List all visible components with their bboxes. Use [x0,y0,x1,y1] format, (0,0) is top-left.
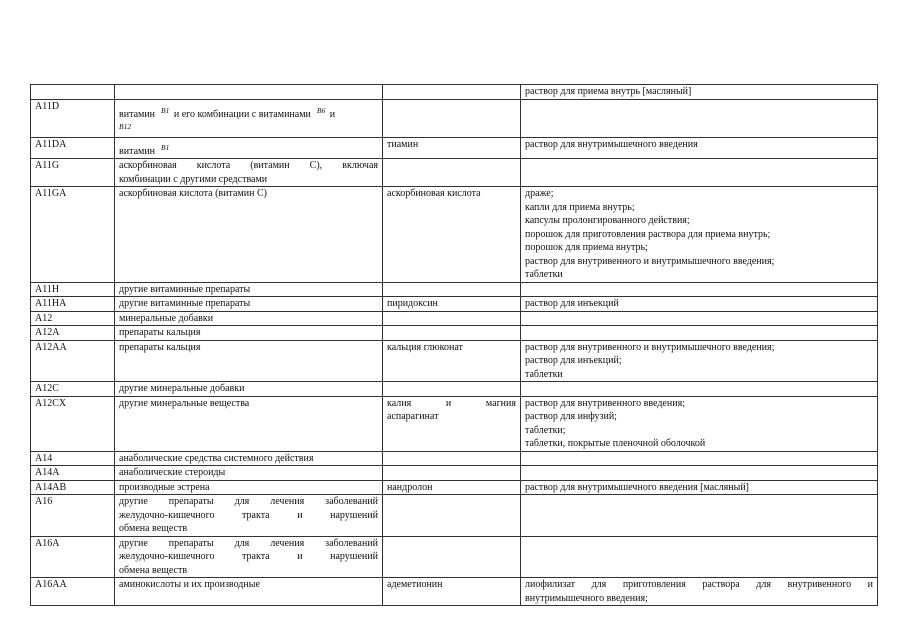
table-row [31,480,878,495]
inn-cell [383,396,521,451]
dosage-form-cell [521,187,878,283]
dosage-form-cell [521,578,878,606]
table-row [31,187,878,283]
dosage-form-cell [521,297,878,312]
atc-code-cell: A12CX [31,396,115,451]
inn-line: калия и магния [387,397,516,409]
inn-cell [383,99,521,137]
dosage-form-cell [521,99,878,137]
dosage-form-cell [521,340,878,382]
dosage-form-line: раствор для инъекций; [525,355,622,366]
group-name-text: и его комбинации с витаминами [173,108,311,120]
group-name-line: обмена веществ [119,523,188,534]
dosage-form-cell [521,466,878,481]
dosage-form-cell [521,159,878,187]
atc-code-cell: A12AA [31,340,115,382]
atc-code-cell: A11D [31,99,115,137]
vitamin-symbol: B1 [161,105,170,115]
dosage-form-cell [521,326,878,341]
inn-line: аспарагинат [387,411,439,422]
dosage-form-line: раствор для приема внутрь [масляный] [525,86,692,97]
table-row [31,326,878,341]
dosage-form-line: капсулы пролонгированного действия; [525,215,690,226]
inn-cell: кальция глюконат [383,340,521,382]
dosage-form-line: раствор для внутривенного введения; [525,397,685,409]
dosage-form-line: таблетки [525,368,563,380]
dosage-form-line: таблетки [525,269,563,280]
group-name-line: обмена веществ [119,564,188,576]
inn-cell [383,311,521,326]
group-name-cell: производные эстрена [115,480,383,495]
dosage-form-line: раствор для внутривенного и внутримышечного введения; [525,341,775,353]
table-row [31,451,878,466]
table-row [31,536,878,578]
group-name-cell: анаболические стероиды [115,466,383,481]
inn-cell: адеметионин [383,578,521,606]
atc-code-cell: A14 [31,451,115,466]
inn-cell [383,382,521,397]
group-name-cell [115,536,383,578]
inn-cell [383,159,521,187]
table-row [31,159,878,187]
table-row [31,297,878,312]
inn-cell: аскорбиновая кислота [383,187,521,283]
dosage-form-line: раствор для инъекций [525,298,619,309]
table-row [31,340,878,382]
group-name-cell [115,159,383,187]
inn-cell [383,85,521,100]
group-name-line: другие препараты для лечения заболеваний [119,537,378,549]
table-row [31,382,878,397]
inn-cell: нандролон [383,480,521,495]
table-row [31,495,878,537]
inn-cell [383,282,521,297]
group-name-text: витамин [119,145,156,157]
atc-code-cell: A11H [31,282,115,297]
inn-cell: пиридоксин [383,297,521,312]
group-name-cell [115,495,383,537]
dosage-form-line: лиофилизат для приготовления раствора для внутривенного и [525,579,873,590]
inn-cell [383,495,521,537]
table-row [31,85,878,100]
inn-cell [383,451,521,466]
dosage-form-cell [521,536,878,578]
group-name-cell [115,137,383,159]
table-row [31,396,878,451]
dosage-form-cell [521,495,878,537]
group-name-cell [115,85,383,100]
inn-cell [383,466,521,481]
group-name-cell: минеральные добавки [115,311,383,326]
dosage-form-line: раствор для инфузий; [525,411,617,422]
dosage-form-cell [521,382,878,397]
inn-cell: тиамин [383,137,521,159]
group-name-cell: другие витаминные препараты [115,282,383,297]
atc-code-cell: A14A [31,466,115,481]
group-name-line: желудочно-кишечного тракта и нарушений [119,509,378,521]
group-name-cell: анаболические средства системного действия [115,451,383,466]
group-name-cell: аскорбиновая кислота (витамин С) [115,187,383,283]
dosage-form-line: раствор для внутримышечного введения [525,138,698,150]
group-name-text: витамин [119,108,156,120]
group-name-text: и [329,108,336,120]
dosage-form-cell [521,282,878,297]
dosage-form-line: порошок для приема внутрь; [525,242,648,253]
dosage-form-cell [521,311,878,326]
dosage-form-cell [521,396,878,451]
table-row [31,282,878,297]
dosage-form-line: драже; [525,188,554,199]
dosage-form-cell [521,85,878,100]
atc-code-cell: A11GA [31,187,115,283]
group-name-line: другие препараты для лечения заболеваний [119,496,378,507]
inn-cell [383,326,521,341]
dosage-form-line: раствор для внутривенного и внутримышечного введения; [525,255,775,267]
atc-code-cell: A14AB [31,480,115,495]
atc-code-cell: A12C [31,382,115,397]
dosage-form-line: капли для приема внутрь; [525,201,635,213]
atc-code-cell: A16 [31,495,115,537]
table-row [31,137,878,159]
table-row [31,578,878,606]
dosage-form-cell [521,480,878,495]
atc-code-cell [31,85,115,100]
group-name-cell: другие минеральные вещества [115,396,383,451]
vitamin-symbol: B12 [119,122,132,131]
atc-code-cell: A11DA [31,137,115,159]
group-name-line: комбинации с другими средствами [119,173,268,185]
dosage-form-line: внутримышечного введения; [525,592,648,604]
table-row [31,311,878,326]
inn-cell [383,536,521,578]
table-row [31,466,878,481]
drug-classification-table [30,84,878,606]
vitamin-symbol: B6 [316,105,326,115]
dosage-form-line: порошок для приготовления раствора для приема внутрь; [525,228,771,240]
group-name-line: желудочно-кишечного тракта и нарушений [119,551,378,562]
group-name-cell: препараты кальция [115,326,383,341]
group-name-cell: препараты кальция [115,340,383,382]
atc-code-cell: A12A [31,326,115,341]
table-row [31,99,878,137]
dosage-form-line: таблетки, покрытые пленочной оболочкой [525,438,706,449]
atc-code-cell: A16A [31,536,115,578]
group-name-line: аскорбиновая кислота (витамин С), включая [119,160,378,171]
atc-code-cell: A16AA [31,578,115,606]
dosage-form-line: таблетки; [525,424,566,436]
vitamin-symbol: B1 [161,142,170,152]
atc-code-cell: A12 [31,311,115,326]
atc-code-cell: A11HA [31,297,115,312]
group-name-cell: другие витаминные препараты [115,297,383,312]
dosage-form-cell [521,137,878,159]
atc-code-cell: A11G [31,159,115,187]
dosage-form-line: раствор для внутримышечного введения [масляный] [525,481,749,493]
dosage-form-cell [521,451,878,466]
group-name-cell: аминокислоты и их производные [115,578,383,606]
group-name-cell [115,99,383,137]
group-name-cell: другие минеральные добавки [115,382,383,397]
